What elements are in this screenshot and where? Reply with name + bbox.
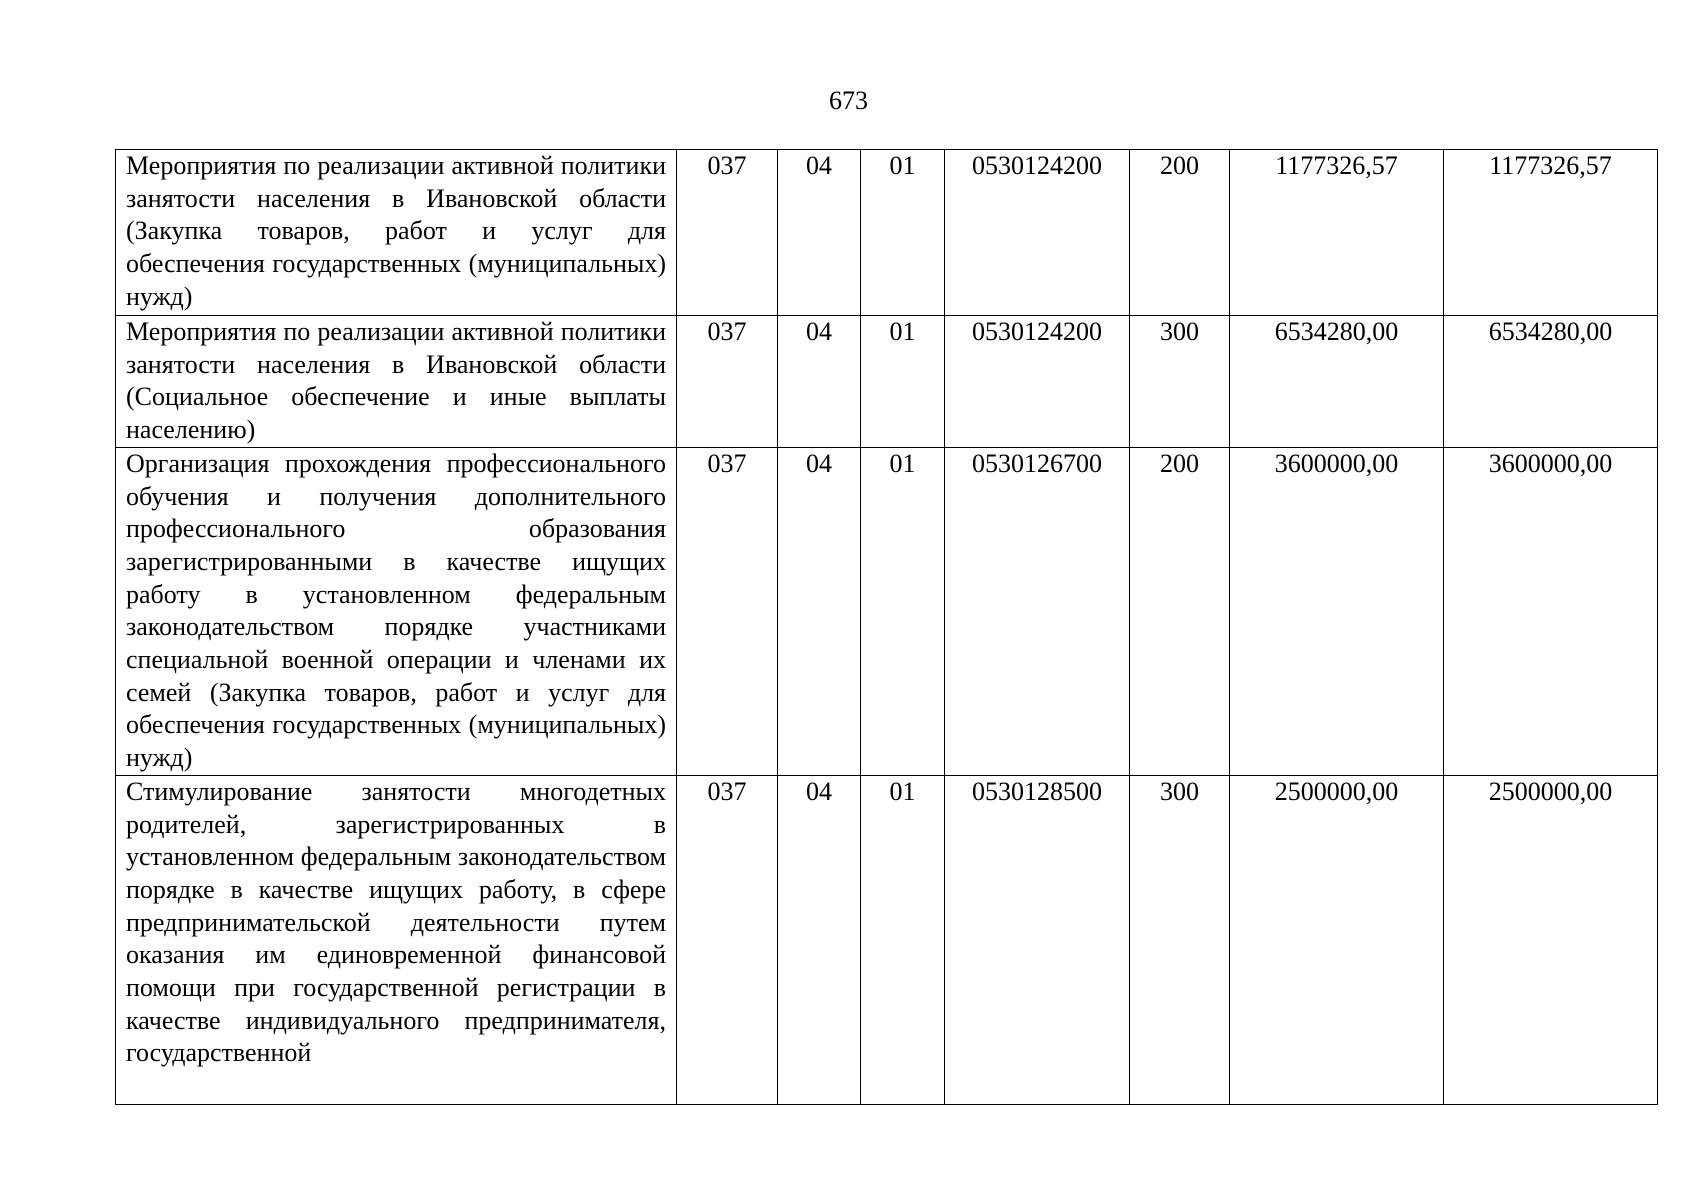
amount-1: 1177326,57 — [1230, 150, 1444, 316]
subsection-code: 01 — [861, 150, 945, 316]
subsection-code: 01 — [861, 447, 945, 775]
target-article-code: 0530126700 — [945, 447, 1130, 775]
table-row — [116, 150, 1658, 316]
section-code: 04 — [778, 447, 861, 775]
ministry-code: 037 — [677, 150, 778, 316]
amount-1: 2500000,00 — [1230, 775, 1444, 1104]
table-row — [116, 316, 1658, 448]
row-description: Мероприятия по реализации активной политики занятости населения в Ивановской области (Социальное обеспечение и иные выплаты населению) — [116, 316, 677, 448]
section-code: 04 — [778, 316, 861, 448]
table-row — [116, 775, 1658, 1104]
ministry-code: 037 — [677, 316, 778, 448]
ministry-code: 037 — [677, 775, 778, 1104]
amount-1: 3600000,00 — [1230, 447, 1444, 775]
page-number: 673 — [829, 86, 868, 115]
amount-2: 2500000,00 — [1444, 775, 1658, 1104]
expense-type-code: 300 — [1130, 775, 1230, 1104]
subsection-code: 01 — [861, 775, 945, 1104]
subsection-code: 01 — [861, 316, 945, 448]
target-article-code: 0530124200 — [945, 150, 1130, 316]
amount-2: 1177326,57 — [1444, 150, 1658, 316]
budget-table — [115, 149, 1658, 1105]
amount-2: 6534280,00 — [1444, 316, 1658, 448]
table-row — [116, 447, 1658, 775]
expense-type-code: 200 — [1130, 447, 1230, 775]
target-article-code: 0530128500 — [945, 775, 1130, 1104]
row-description: Организация прохождения профессионального обучения и получения дополнительного профессионального образования зарегистрированными в качестве ищущих работу в установленном федеральным законодательством порядке участниками специальной военной операции и членами их семей (Закупка товаров, работ и услуг для обеспечения государственных (муниципальных) нужд) — [116, 447, 677, 775]
ministry-code: 037 — [677, 447, 778, 775]
section-code: 04 — [778, 150, 861, 316]
amount-1: 6534280,00 — [1230, 316, 1444, 448]
amount-2: 3600000,00 — [1444, 447, 1658, 775]
row-description: Мероприятия по реализации активной политики занятости населения в Ивановской области (Закупка товаров, работ и услуг для обеспечения государственных (муниципальных) нужд) — [116, 150, 677, 316]
row-description-cell — [116, 775, 677, 1104]
row-description: Стимулирование занятости многодетных родителей, зарегистрированных в установленном федеральным законодательством порядке в качестве ищущих работу, в сфере предпринимательской деятельности путем оказания им единовременной финансовой помощи при государственной регистрации в качестве индивидуального предпринимателя, государственной — [126, 776, 666, 1068]
target-article-code: 0530124200 — [945, 316, 1130, 448]
expense-type-code: 200 — [1130, 150, 1230, 316]
section-code: 04 — [778, 775, 861, 1104]
expense-type-code: 300 — [1130, 316, 1230, 448]
